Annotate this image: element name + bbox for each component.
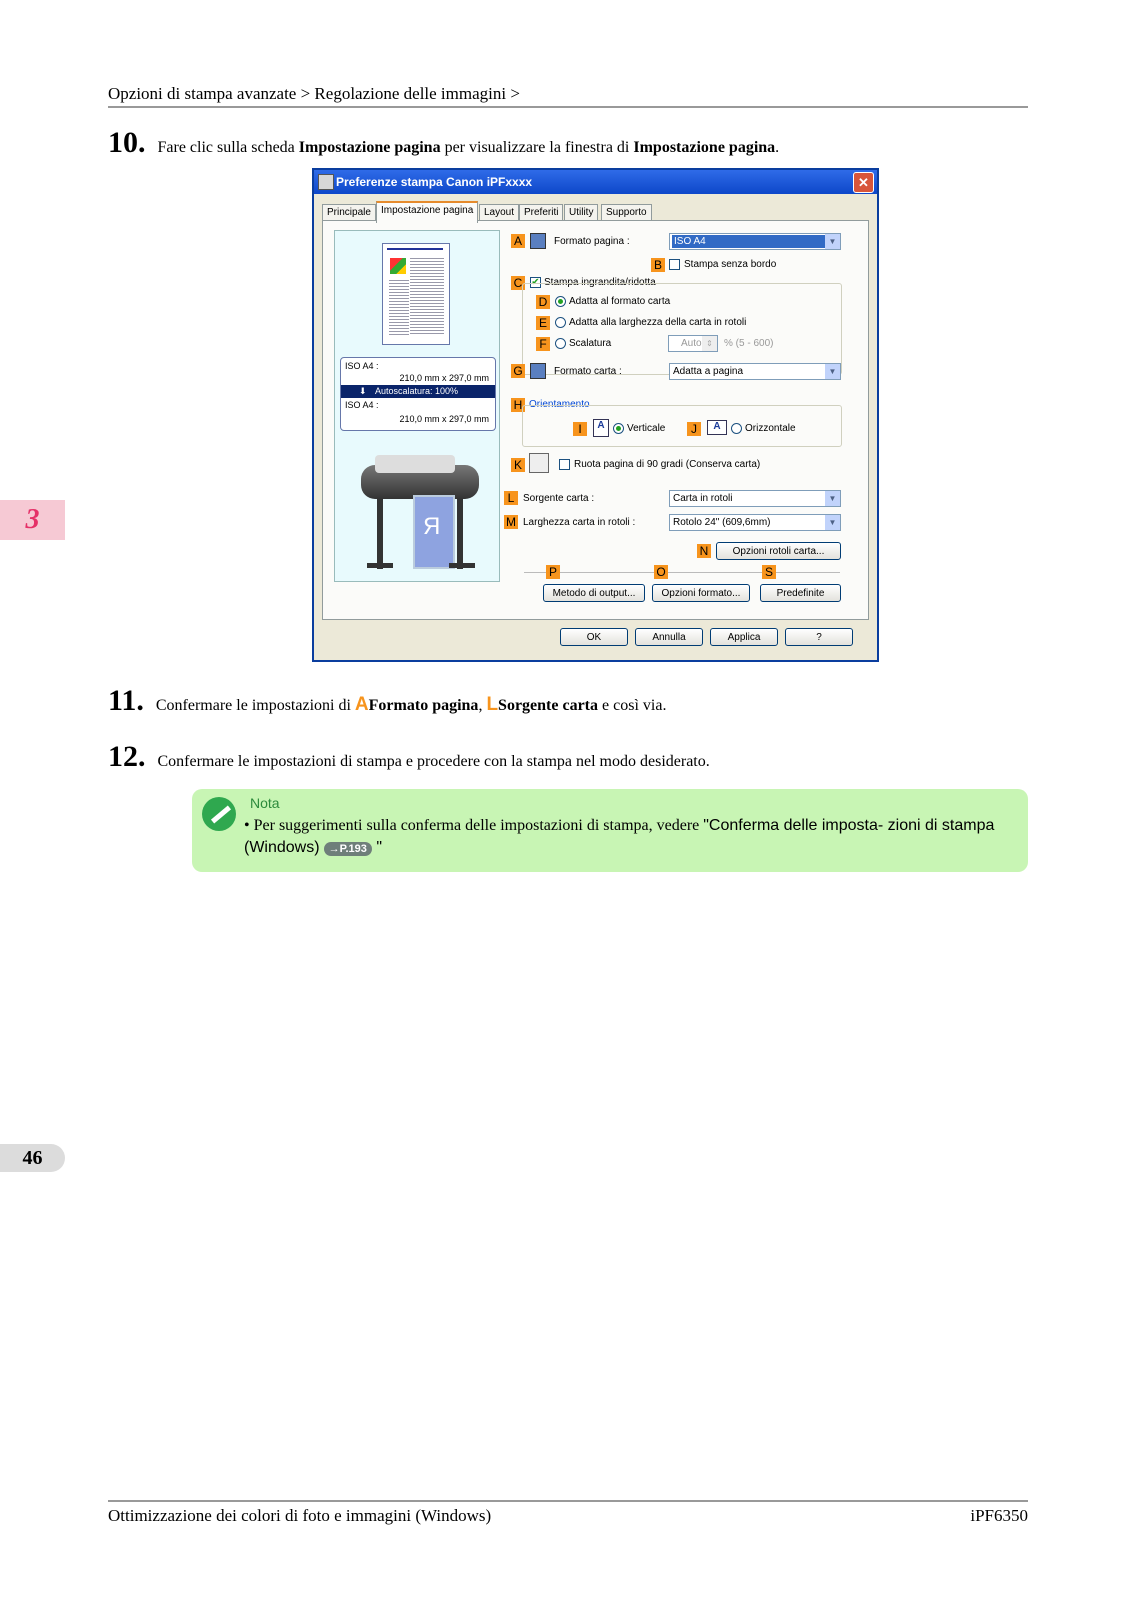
- tab-utility[interactable]: Utility: [564, 204, 598, 221]
- marker-i: I: [573, 422, 587, 436]
- note-title: Nota: [250, 795, 280, 811]
- predefinite-button[interactable]: Predefinite: [760, 584, 841, 602]
- opzioni-rotoli-button[interactable]: Opzioni rotoli carta...: [716, 542, 841, 560]
- marker-l: L: [504, 491, 518, 505]
- ingrandita-checkbox[interactable]: ✔: [531, 277, 540, 288]
- autoscale-bar: [341, 385, 495, 398]
- verticale-radio[interactable]: [613, 423, 624, 434]
- footer-title: Ottimizzazione dei colori di foto e immagini (Windows): [108, 1506, 492, 1525]
- marker-s: S: [762, 565, 776, 579]
- step-text: Fare clic sulla scheda Impostazione pagina per visualizzare la finestra di Impostazione pagina.: [157, 139, 780, 156]
- dialog-title: Preferenze stampa Canon iPFxxxx: [336, 175, 533, 189]
- printer-icon: [318, 174, 334, 190]
- adatta-formato-label: Adatta al formato carta: [569, 296, 671, 307]
- ruota-label: Ruota pagina di 90 gradi (Conserva carta): [574, 459, 761, 470]
- marker-h: H: [511, 398, 525, 412]
- footer-divider: [108, 1500, 1028, 1502]
- page-reference-badge[interactable]: →P.193: [324, 842, 372, 856]
- header-divider: [108, 106, 1028, 108]
- marker-o: O: [654, 565, 668, 579]
- footer-model: iPF6350: [970, 1506, 1028, 1525]
- note-link[interactable]: "Conferma delle imposta- zioni di stampa (Windows): [244, 817, 995, 856]
- step-text: Confermare le impostazioni di AFormato pagina, LSorgente carta e così via.: [155, 694, 667, 715]
- marker-a: A: [511, 234, 525, 248]
- preview-area: [334, 230, 500, 582]
- chevron-down-icon: ▼: [825, 515, 840, 530]
- senza-bordo-label: Stampa senza bordo: [684, 259, 777, 270]
- size-output-dims: 210,0 mm x 297,0 mm: [399, 414, 489, 424]
- ruota-checkbox[interactable]: [559, 459, 570, 470]
- dialog-title-bar: [314, 170, 877, 194]
- sorgente-label: Sorgente carta :: [523, 493, 595, 504]
- formato-pagina-select[interactable]: ISO A4 ▼: [669, 233, 841, 250]
- marker-g: G: [511, 364, 525, 378]
- print-preferences-dialog: [312, 168, 879, 662]
- portrait-icon: A: [593, 419, 609, 437]
- orizzontale-label: Orizzontale: [745, 423, 796, 434]
- marker-b: B: [651, 258, 665, 272]
- size-original-label: ISO A4 :: [345, 361, 379, 371]
- divider: [524, 572, 840, 573]
- close-icon[interactable]: ✕: [853, 172, 874, 193]
- adatta-larghezza-radio[interactable]: [555, 317, 566, 328]
- formato-carta-label: Formato carta :: [554, 366, 622, 377]
- tab-layout[interactable]: Layout: [479, 204, 519, 221]
- step-11: [108, 684, 666, 718]
- marker-p: P: [546, 565, 560, 579]
- scalatura-stepper[interactable]: Auto ⇕: [668, 335, 718, 352]
- rotate-page-icon: [529, 453, 549, 473]
- scalatura-radio[interactable]: [555, 338, 566, 349]
- marker-j: J: [687, 422, 701, 436]
- page-number: 46: [0, 1144, 65, 1172]
- marker-e: E: [536, 316, 550, 330]
- ok-button[interactable]: OK: [560, 628, 628, 646]
- pencil-icon: [202, 797, 236, 831]
- ingrandita-label: Stampa ingrandita/ridotta: [544, 277, 656, 288]
- marker-n: N: [697, 544, 711, 558]
- down-arrow-icon: ⬇: [359, 386, 367, 396]
- opzioni-formato-button[interactable]: Opzioni formato...: [652, 584, 750, 602]
- verticale-label: Verticale: [627, 423, 666, 434]
- applica-button[interactable]: Applica: [710, 628, 778, 646]
- step-number: 10.: [108, 126, 146, 159]
- tab-principale[interactable]: Principale: [322, 204, 376, 221]
- printer-illustration: R: [353, 445, 483, 575]
- bullet: •: [244, 817, 250, 834]
- larghezza-label: Larghezza carta in rotoli :: [523, 517, 636, 528]
- senza-bordo-checkbox[interactable]: [669, 259, 680, 270]
- chevron-down-icon: ▼: [825, 234, 840, 249]
- marker-d: D: [536, 295, 550, 309]
- help-button[interactable]: ?: [785, 628, 853, 646]
- marker-f: F: [536, 337, 550, 351]
- marker-m: M: [506, 515, 516, 529]
- formato-carta-select[interactable]: Adatta a pagina ▼: [669, 363, 841, 380]
- chevron-down-icon: ▼: [825, 491, 840, 506]
- step-10: [108, 126, 779, 160]
- autoscale-label: Autoscalatura: 100%: [375, 386, 459, 396]
- marker-k: K: [511, 458, 525, 472]
- page-size-icon: [530, 233, 546, 249]
- adatta-larghezza-label: Adatta alla larghezza della carta in rotoli: [569, 317, 747, 328]
- step-text: Confermare le impostazioni di stampa e procedere con la stampa nel modo desiderato.: [157, 753, 710, 770]
- tab-impostazione-pagina[interactable]: Impostazione pagina: [376, 201, 478, 223]
- chevron-down-icon: ▼: [825, 364, 840, 379]
- paper-size-icon: [530, 363, 546, 379]
- chapter-tab: 3: [0, 500, 65, 540]
- marker-a-inline: A: [354, 694, 369, 715]
- size-info-box: [340, 357, 496, 431]
- formato-pagina-label: Formato pagina :: [554, 236, 630, 247]
- scalatura-label: Scalatura: [569, 338, 612, 349]
- tab-supporto[interactable]: Supporto: [601, 204, 652, 221]
- step-number: 11.: [108, 684, 144, 717]
- marker-c: C: [511, 276, 525, 290]
- size-output-label: ISO A4 :: [345, 400, 379, 410]
- scalatura-range: % (5 - 600): [724, 338, 774, 349]
- note-box: [192, 789, 1028, 872]
- annulla-button[interactable]: Annulla: [635, 628, 703, 646]
- size-original-dims: 210,0 mm x 297,0 mm: [399, 373, 489, 383]
- page-preview: [382, 243, 450, 345]
- step-12: [108, 740, 710, 774]
- note-text: • Per suggerimenti sulla conferma delle impostazioni di stampa, vedere "Conferma delle imposta- zioni di stampa (Windows) →P.193 ": [244, 817, 995, 856]
- landscape-icon: A: [707, 420, 727, 435]
- larghezza-select[interactable]: Rotolo 24" (609,6mm) ▼: [669, 514, 841, 531]
- metodo-output-button[interactable]: Metodo di output...: [543, 584, 645, 602]
- orientamento-label: Orientamento: [529, 399, 590, 410]
- step-number: 12.: [108, 740, 146, 773]
- image-icon: [390, 258, 406, 274]
- sorgente-select[interactable]: Carta in rotoli ▼: [669, 490, 841, 507]
- marker-l-inline: L: [486, 694, 499, 715]
- orizzontale-radio[interactable]: [731, 423, 742, 434]
- adatta-formato-radio[interactable]: [555, 296, 566, 307]
- tab-preferiti[interactable]: Preferiti: [519, 204, 563, 221]
- spinner-icon: ⇕: [702, 336, 717, 351]
- breadcrumb: Opzioni di stampa avanzate > Regolazione delle immagini >: [108, 84, 520, 103]
